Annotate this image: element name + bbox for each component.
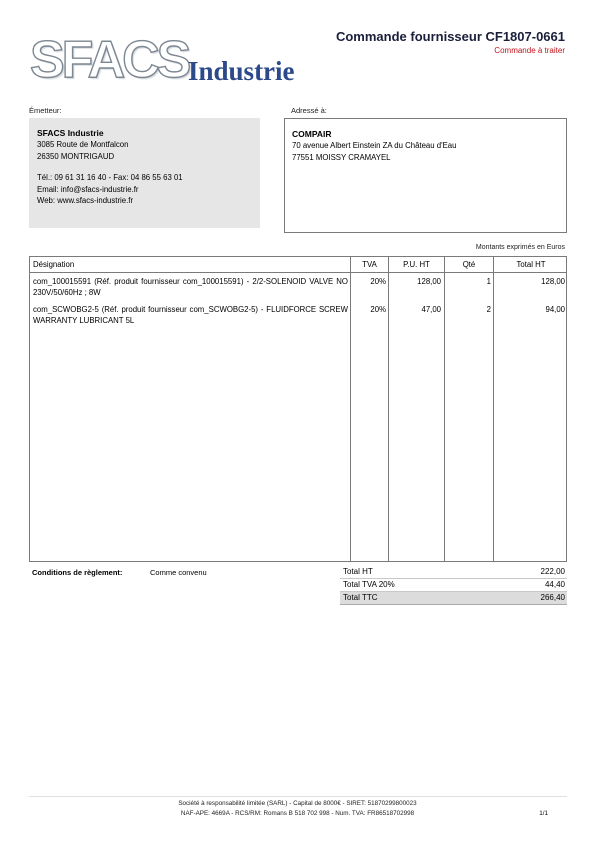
recipient-name: COMPAIR	[292, 129, 332, 139]
sender-website: Web: www.sfacs-industrie.fr	[37, 196, 134, 205]
row-total: 128,00	[541, 277, 565, 286]
logo-suffix-text: Industrie	[188, 56, 295, 86]
total-ttc-row	[340, 592, 567, 605]
table-row	[30, 304, 566, 328]
page-number: 1/1	[539, 810, 548, 817]
logo-brand-text: SFACS	[30, 31, 189, 89]
total-ht-row	[340, 566, 567, 579]
header-tva: TVA	[362, 260, 377, 269]
row-total: 94,00	[545, 305, 565, 314]
total-ht-label: Total HT	[343, 567, 373, 576]
footer-legal-line2: NAF-APE: 4669A - RCS/RM: Romans B 518 702 998 - Num. TVA: FR86518702998	[180, 810, 415, 817]
header-unit-price: P.U. HT	[403, 260, 430, 269]
recipient-label: Adressé à:	[291, 106, 327, 115]
table-row	[30, 276, 566, 300]
total-ttc-label: Total TTC	[343, 593, 378, 602]
row-tva: 20%	[370, 305, 386, 314]
sender-email: Email: info@sfacs-industrie.fr	[37, 184, 139, 194]
header-quantity: Qté	[462, 260, 476, 269]
column-separator	[493, 257, 494, 561]
sender-box	[29, 118, 260, 228]
payment-terms-label: Conditions de règlement:	[32, 568, 123, 577]
footer-divider	[29, 796, 567, 797]
row-quantity: 2	[486, 305, 491, 314]
column-separator	[350, 257, 351, 561]
header-designation: Désignation	[33, 260, 75, 269]
amounts-currency-note: Montants exprimés en Euros	[475, 244, 565, 251]
recipient-address-line2: 77551 MOISSY CRAMAYEL	[292, 152, 391, 162]
document-status: Commande à traiter	[494, 46, 565, 55]
total-ttc-value: 266,40	[540, 593, 565, 602]
sender-label: Émetteur:	[29, 106, 62, 115]
total-tva-value: 44,40	[544, 580, 565, 589]
column-separator	[388, 257, 389, 561]
row-quantity: 1	[486, 277, 491, 286]
company-logo	[30, 30, 315, 90]
row-unit-price: 47,00	[421, 305, 441, 314]
total-tva-label: Total TVA 20%	[343, 580, 395, 589]
header-total-ht: Total HT	[516, 260, 546, 269]
total-tva-row	[340, 579, 567, 592]
payment-terms-value: Comme convenu	[150, 568, 207, 577]
sender-phone: Tél.: 09 61 31 16 40 - Fax: 04 86 55 63 01	[37, 173, 183, 182]
total-ht-value: 222,00	[540, 567, 565, 576]
sender-name: SFACS Industrie	[37, 128, 104, 138]
document-title: Commande fournisseur CF1807-0661	[335, 29, 565, 44]
row-designation: com_100015591 (Réf. produit fournisseur com_100015591) - 2/2-SOLENOID VALVE NO 230V/50/60Hz ; 8W	[33, 277, 348, 297]
row-designation: com_SCWOBG2-5 (Réf. produit fournisseur com_SCWOBG2-5) - FLUIDFORCE SCREW WARRANTY LUBRICANT 5L	[33, 305, 348, 325]
totals-block	[340, 566, 567, 605]
row-tva: 20%	[370, 277, 386, 286]
sender-address-line2: 26350 MONTRIGAUD	[37, 151, 115, 161]
column-separator	[444, 257, 445, 561]
row-unit-price: 128,00	[417, 277, 441, 286]
table-header-row	[30, 257, 566, 273]
recipient-box	[284, 118, 567, 233]
order-lines-table	[29, 256, 567, 562]
recipient-address-line1: 70 avenue Albert Einstein ZA du Château d'Eau	[292, 141, 457, 150]
sender-address-line1: 3085 Route de Montfalcon	[37, 140, 129, 149]
footer-legal-line1: Société à responsabilité limitée (SARL) - Capital de 8000€ - SIRET: 51870299800023	[178, 800, 417, 807]
